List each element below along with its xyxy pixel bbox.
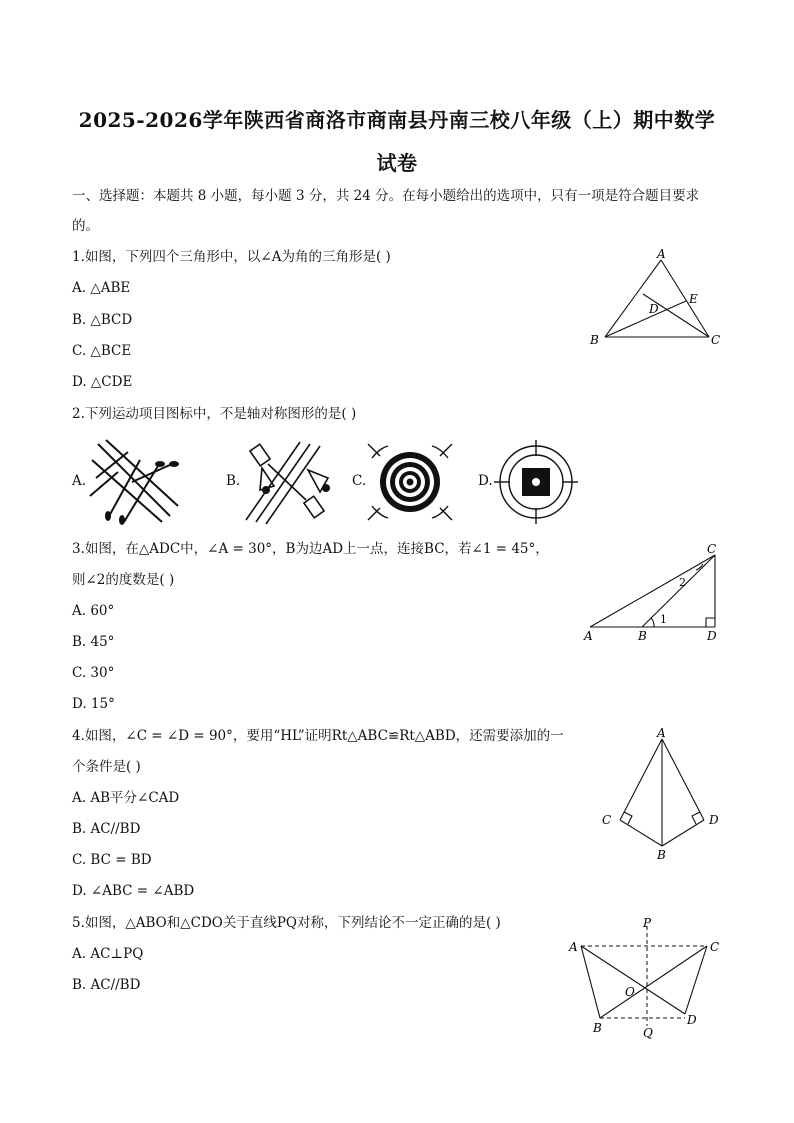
q5-label-c: C <box>710 940 720 954</box>
q3-option-d: D. 15° <box>72 696 115 712</box>
q2-option-d-label: D. <box>478 473 493 489</box>
q3-triangle-figure <box>582 540 727 645</box>
q2-option-b-label: B. <box>226 473 241 489</box>
q2-option-c-label: C. <box>352 473 367 489</box>
q4-label-c: C <box>602 813 612 827</box>
q5-stem: 5.如图，△ABO和△CDO关于直线PQ对称，下列结论不一定正确的是( ) <box>72 915 501 931</box>
exam-title-line1: 2025-2026学年陕西省商洛市商南县丹南三校八年级（上）期中数学 <box>78 108 716 132</box>
q1-triangle-figure <box>585 245 725 350</box>
q3-label-a: A <box>584 629 593 643</box>
q4-stem-line1: 4.如图，∠C = ∠D = 90°，要用“HL”证明Rt△ABC≌Rt△ABD，还需要添加的一 <box>72 728 564 744</box>
q5-label-d: D <box>687 1013 697 1027</box>
q1-label-c: C <box>711 333 721 347</box>
q5-label-o: O <box>625 985 635 999</box>
q2-option-d-target-icon <box>492 438 580 526</box>
q3-label-angle1: 1 <box>660 613 667 626</box>
q4-label-b: B <box>657 848 666 862</box>
q1-label-a: A <box>657 247 666 261</box>
q1-option-b: B. △BCD <box>72 312 133 328</box>
q3-option-a: A. 60° <box>72 603 115 619</box>
q5-symmetry-figure <box>565 912 730 1042</box>
q4-option-c: C. BC = BD <box>72 852 152 868</box>
q1-stem: 1.如图，下列四个三角形中，以∠A为角的三角形是( ) <box>72 249 391 265</box>
q3-label-angle2: 2 <box>679 576 686 589</box>
section-instructions-line2: 的。 <box>72 218 99 234</box>
q3-label-b: B <box>638 629 647 643</box>
q3-label-c: C <box>707 542 717 556</box>
q1-option-c: C. △BCE <box>72 343 132 359</box>
q1-label-e: E <box>689 292 698 306</box>
q5-label-a: A <box>569 940 578 954</box>
q2-option-c-target-icon <box>366 438 454 526</box>
q3-stem-line1: 3.如图，在△ADC中，∠A = 30°，B为边AD上一点，连接BC，若∠1 = 45°， <box>72 541 549 557</box>
section-instructions-line1: 一、选择题：本题共 8 小题，每小题 3 分，共 24 分。在每小题给出的选项中，只有一项是符合题目要求 <box>72 188 700 204</box>
q4-option-d: D. ∠ABC = ∠ABD <box>72 883 195 899</box>
q5-label-q: Q <box>643 1026 653 1040</box>
q3-label-d: D <box>707 629 717 643</box>
q5-option-a: A. AC⊥PQ <box>72 946 144 962</box>
q5-option-b: B. AC//BD <box>72 977 141 993</box>
q2-option-a-label: A. <box>72 473 87 489</box>
q4-option-a: A. AB平分∠CAD <box>72 790 180 806</box>
q1-label-b: B <box>590 333 599 347</box>
q4-kite-figure <box>595 724 730 864</box>
q1-option-d: D. △CDE <box>72 374 133 390</box>
q1-option-a: A. △ABE <box>72 280 131 296</box>
q4-label-a: A <box>657 726 666 740</box>
q4-option-b: B. AC//BD <box>72 821 141 837</box>
q2-option-b-badminton-icon <box>240 438 340 526</box>
q4-stem-line2: 个条件是( ) <box>72 759 141 775</box>
q2-option-a-rowing-icon <box>88 438 183 526</box>
q5-label-b: B <box>593 1021 602 1035</box>
q4-label-d: D <box>709 813 719 827</box>
exam-title-line2: 试卷 <box>376 151 418 175</box>
q2-stem: 2.下列运动项目图标中，不是轴对称图形的是( ) <box>72 406 357 422</box>
q5-label-p: P <box>643 916 652 930</box>
q3-option-b: B. 45° <box>72 634 115 650</box>
q3-option-c: C. 30° <box>72 665 115 681</box>
q1-label-d: D <box>649 302 659 316</box>
q3-stem-line2: 则∠2的度数是( ) <box>72 572 175 588</box>
